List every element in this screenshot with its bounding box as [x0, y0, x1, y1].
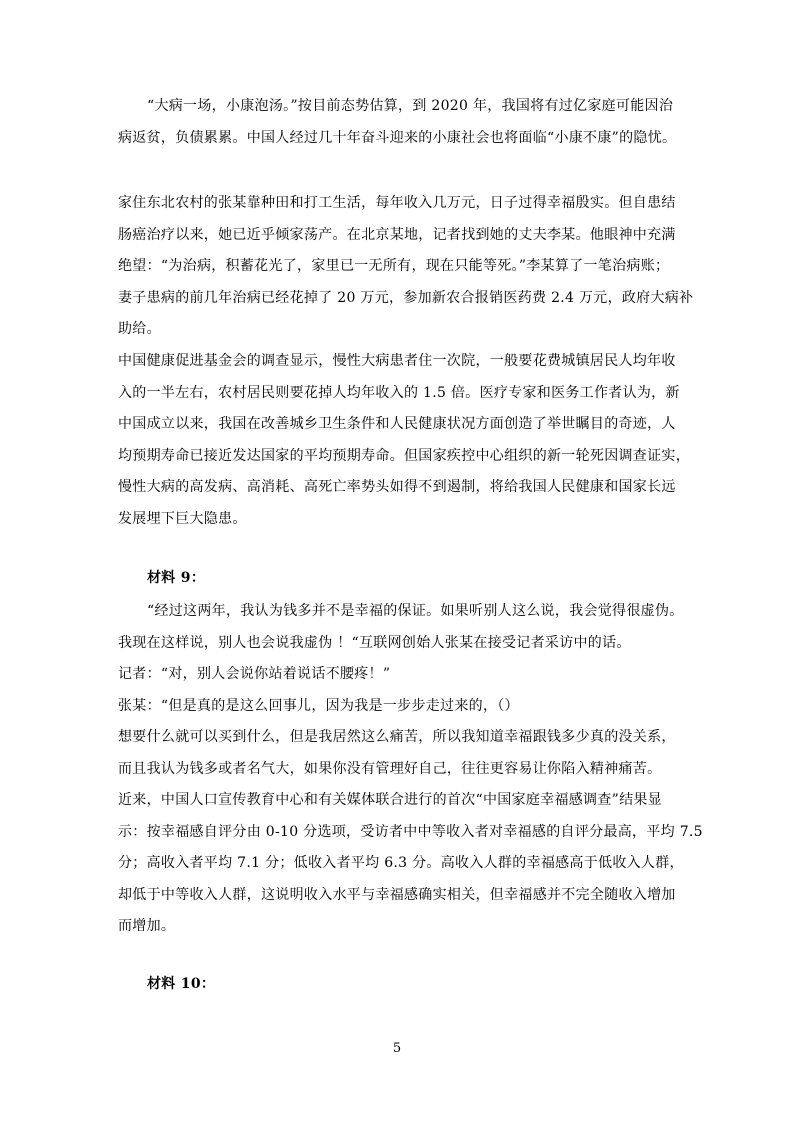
text-line: 病返贫，负债累累。中国人经过几十年奋斗迎来的小康社会也将面临“小康不康”的隐忧。 [118, 129, 677, 146]
text-line: “经过这两年，我认为钱多并不是幸福的保证。如果听别人这么说，我会觉得很虚伪。 [147, 603, 684, 619]
text-line: 慢性大病的高发病、高消耗、高死亡率势头如得不到遏制，将给我国人民健康和国家长远 [118, 479, 676, 495]
text-line: 发展埋下巨大隐患。 [118, 510, 247, 527]
text-line: 均预期寿命已接近发达国家的平均预期寿命。但国家疾控中心组织的新一轮死因调查证实， [118, 447, 690, 464]
text-line: 妻子患病的前几年治病已经花掉了 20 万元，参加新农合报销医药费 2.4 万元，政府大病补 [118, 289, 694, 306]
text-line: 想要什么就可以买到什么，但是我居然这么痛苦，所以我知道幸福跟钱多少真的没关系， [118, 729, 676, 745]
text-line: 却低于中等收入人群，这说明收入水平与幸福感确实相关，但幸福感并不完全随收入增加 [118, 886, 676, 903]
text-line: 而且我认为钱多或者名气大，如果你没有管理好自己，往往更容易让你陷入精神痛苦。 [118, 760, 662, 777]
paragraph-happiness-survey [118, 785, 703, 943]
heading-material-10 [118, 969, 686, 1001]
text-line: 而增加。 [118, 918, 176, 934]
paragraph-survey [118, 346, 690, 535]
text-line: 肠癌治疗以来，她已近乎倾家荡产。在北京某地，记者找到她的丈夫李某。他眼神中充满 [118, 226, 676, 243]
text-line: 入的一半左右，农村居民则要花掉人均年收入的 1.5 倍。医疗专家和医务工作者认为，新 [118, 384, 680, 401]
text-line: 中国健康促进基金会的调查显示，慢性大病患者住一次院，一般要花费城镇居民人均年收 [118, 353, 676, 369]
text-line: 记者：“对，别人会说你站着说话不腰疼！” [118, 666, 391, 682]
text-line: 示：按幸福感自评分由 0-10 分选项，受访者中中等收入者对幸福感的自评分最高，平均 7.5 [118, 823, 703, 840]
paragraph-case-story [118, 188, 694, 346]
text-line: 助给。 [118, 321, 161, 337]
text-line: 中国成立以来，我国在改善城乡卫生条件和人民健康状况方面创造了举世瞩目的奇迹，人 [118, 416, 676, 432]
text-line: 我现在这样说，别人也会说我虚伪 ！“互联网创始人张某在接受记者采访中的话。 [118, 634, 631, 651]
text-line: “大病一场，小康泡汤。”按目前态势估算，到 2020 年，我国将有过亿家庭可能因治 [147, 98, 674, 114]
paragraph-interview [118, 596, 686, 785]
page-number: 5 [392, 1041, 402, 1056]
section-heading: 材料 9： [147, 570, 206, 586]
heading-material-9 [118, 563, 686, 595]
section-heading: 材料 10： [147, 976, 216, 992]
text-line: 分；高收入者平均 7.1 分；低收入者平均 6.3 分。高收入人群的幸福感高于低收入人群， [118, 855, 684, 871]
paragraph-intro [118, 91, 686, 154]
text-line: 近来，中国人口宣传教育中心和有关媒体联合进行的首次“中国家庭幸福感调查”结果显 [118, 792, 663, 808]
text-line: 绝望：“为治病，积蓄花光了，家里已一无所有，现在只能等死。”李某算了一笔治病账； [118, 258, 670, 274]
text-line: 家住东北农村的张某靠种田和打工生活，每年收入几万元，日子过得幸福殷实。但自患结 [118, 195, 676, 211]
text-line: 张某：“但是真的是这么回事儿，因为我是一步步走过来的，（） [118, 697, 519, 714]
